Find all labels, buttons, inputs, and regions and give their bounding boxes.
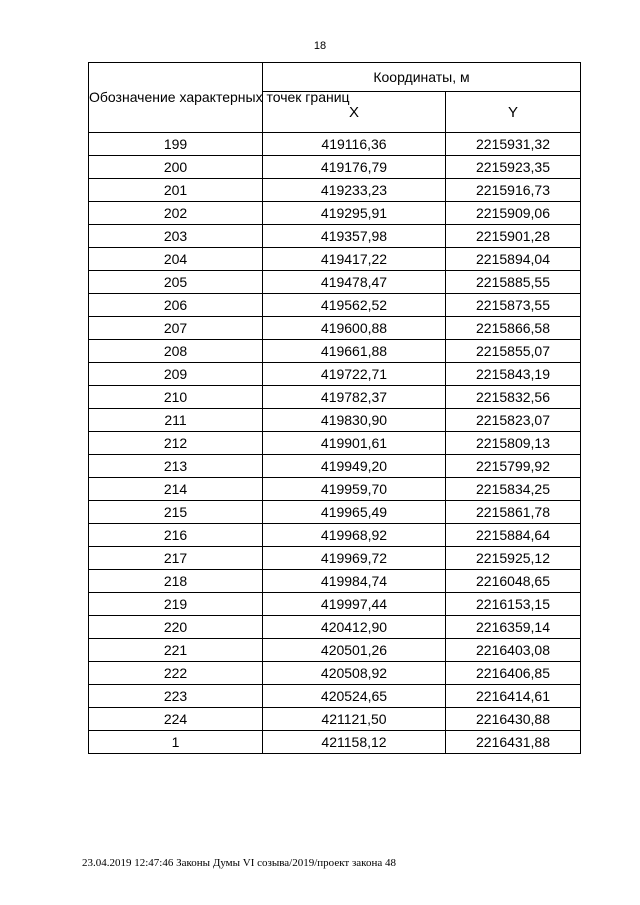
point-number-cell: 205 <box>89 271 263 294</box>
table-row <box>89 432 581 455</box>
table-row <box>89 248 581 271</box>
table-row <box>89 340 581 363</box>
table-row <box>89 317 581 340</box>
y-coordinate-cell: 2215843,19 <box>446 363 581 386</box>
y-coordinate-cell: 2215855,07 <box>446 340 581 363</box>
point-number-cell: 206 <box>89 294 263 317</box>
table-row <box>89 179 581 202</box>
x-coordinate-cell: 419968,92 <box>263 524 446 547</box>
table-row <box>89 570 581 593</box>
x-coordinate-cell: 419478,47 <box>263 271 446 294</box>
y-coordinate-cell: 2215931,32 <box>446 133 581 156</box>
table-row <box>89 202 581 225</box>
y-coordinate-cell: 2216406,85 <box>446 662 581 685</box>
y-coordinate-cell: 2215909,06 <box>446 202 581 225</box>
header-y: Y <box>446 92 581 133</box>
y-coordinate-cell: 2215873,55 <box>446 294 581 317</box>
point-number-cell: 215 <box>89 501 263 524</box>
y-coordinate-cell: 2215799,92 <box>446 455 581 478</box>
x-coordinate-cell: 419997,44 <box>263 593 446 616</box>
y-coordinate-cell: 2215866,58 <box>446 317 581 340</box>
table-row <box>89 685 581 708</box>
table-row <box>89 271 581 294</box>
x-coordinate-cell: 419233,23 <box>263 179 446 202</box>
point-number-cell: 217 <box>89 547 263 570</box>
x-coordinate-cell: 419969,72 <box>263 547 446 570</box>
point-number-cell: 199 <box>89 133 263 156</box>
point-number-cell: 209 <box>89 363 263 386</box>
table-row <box>89 708 581 731</box>
x-coordinate-cell: 419965,49 <box>263 501 446 524</box>
y-coordinate-cell: 2215823,07 <box>446 409 581 432</box>
x-coordinate-cell: 419959,70 <box>263 478 446 501</box>
x-coordinate-cell: 419600,88 <box>263 317 446 340</box>
point-number-cell: 214 <box>89 478 263 501</box>
header-coordinates-group: Координаты, м <box>263 63 581 92</box>
table-row <box>89 225 581 248</box>
y-coordinate-cell: 2216403,08 <box>446 639 581 662</box>
table-row <box>89 294 581 317</box>
table-row <box>89 455 581 478</box>
y-coordinate-cell: 2216431,88 <box>446 731 581 754</box>
y-coordinate-cell: 2215925,12 <box>446 547 581 570</box>
x-coordinate-cell: 419357,98 <box>263 225 446 248</box>
point-number-cell: 200 <box>89 156 263 179</box>
header-point-designation: Обозначение характерных точек границ <box>89 63 263 133</box>
point-number-cell: 210 <box>89 386 263 409</box>
point-number-cell: 204 <box>89 248 263 271</box>
y-coordinate-cell: 2216048,65 <box>446 570 581 593</box>
x-coordinate-cell: 419722,71 <box>263 363 446 386</box>
table-row <box>89 639 581 662</box>
table-row <box>89 478 581 501</box>
point-number-cell: 219 <box>89 593 263 616</box>
y-coordinate-cell: 2215809,13 <box>446 432 581 455</box>
x-coordinate-cell: 419984,74 <box>263 570 446 593</box>
y-coordinate-cell: 2215885,55 <box>446 271 581 294</box>
x-coordinate-cell: 419417,22 <box>263 248 446 271</box>
page-number: 18 <box>313 40 327 52</box>
y-coordinate-cell: 2215832,56 <box>446 386 581 409</box>
point-number-cell: 223 <box>89 685 263 708</box>
table-row <box>89 547 581 570</box>
y-coordinate-cell: 2215884,64 <box>446 524 581 547</box>
table-row <box>89 524 581 547</box>
x-coordinate-cell: 419782,37 <box>263 386 446 409</box>
point-number-cell: 208 <box>89 340 263 363</box>
point-number-cell: 221 <box>89 639 263 662</box>
point-number-cell: 213 <box>89 455 263 478</box>
y-coordinate-cell: 2215923,35 <box>446 156 581 179</box>
table-row <box>89 662 581 685</box>
coordinates-table <box>88 62 581 754</box>
point-number-cell: 218 <box>89 570 263 593</box>
x-coordinate-cell: 420501,26 <box>263 639 446 662</box>
x-coordinate-cell: 420508,92 <box>263 662 446 685</box>
y-coordinate-cell: 2215861,78 <box>446 501 581 524</box>
y-coordinate-cell: 2216430,88 <box>446 708 581 731</box>
table-row <box>89 156 581 179</box>
x-coordinate-cell: 421158,12 <box>263 731 446 754</box>
point-number-cell: 202 <box>89 202 263 225</box>
x-coordinate-cell: 419562,52 <box>263 294 446 317</box>
x-coordinate-cell: 419661,88 <box>263 340 446 363</box>
x-coordinate-cell: 419901,61 <box>263 432 446 455</box>
x-coordinate-cell: 419830,90 <box>263 409 446 432</box>
y-coordinate-cell: 2215834,25 <box>446 478 581 501</box>
table-row <box>89 616 581 639</box>
y-coordinate-cell: 2216153,15 <box>446 593 581 616</box>
x-coordinate-cell: 419295,91 <box>263 202 446 225</box>
x-coordinate-cell: 419949,20 <box>263 455 446 478</box>
table-row <box>89 731 581 754</box>
point-number-cell: 1 <box>89 731 263 754</box>
y-coordinate-cell: 2215901,28 <box>446 225 581 248</box>
x-coordinate-cell: 421121,50 <box>263 708 446 731</box>
x-coordinate-cell: 419116,36 <box>263 133 446 156</box>
point-number-cell: 207 <box>89 317 263 340</box>
header-x: X <box>263 92 446 133</box>
point-number-cell: 216 <box>89 524 263 547</box>
table-row <box>89 363 581 386</box>
coordinates-table-container <box>88 62 580 754</box>
table-row <box>89 501 581 524</box>
y-coordinate-cell: 2216414,61 <box>446 685 581 708</box>
table-row <box>89 593 581 616</box>
table-row <box>89 133 581 156</box>
table-body <box>89 133 581 754</box>
point-number-cell: 201 <box>89 179 263 202</box>
point-number-cell: 220 <box>89 616 263 639</box>
table-row <box>89 409 581 432</box>
table-header <box>89 63 581 133</box>
point-number-cell: 211 <box>89 409 263 432</box>
point-number-cell: 203 <box>89 225 263 248</box>
x-coordinate-cell: 419176,79 <box>263 156 446 179</box>
x-coordinate-cell: 420412,90 <box>263 616 446 639</box>
footer-note: 23.04.2019 12:47:46 Законы Думы VI созыва/2019/проект закона 48 <box>82 857 396 869</box>
y-coordinate-cell: 2216359,14 <box>446 616 581 639</box>
y-coordinate-cell: 2215916,73 <box>446 179 581 202</box>
table-row <box>89 386 581 409</box>
y-coordinate-cell: 2215894,04 <box>446 248 581 271</box>
point-number-cell: 224 <box>89 708 263 731</box>
point-number-cell: 212 <box>89 432 263 455</box>
point-number-cell: 222 <box>89 662 263 685</box>
x-coordinate-cell: 420524,65 <box>263 685 446 708</box>
